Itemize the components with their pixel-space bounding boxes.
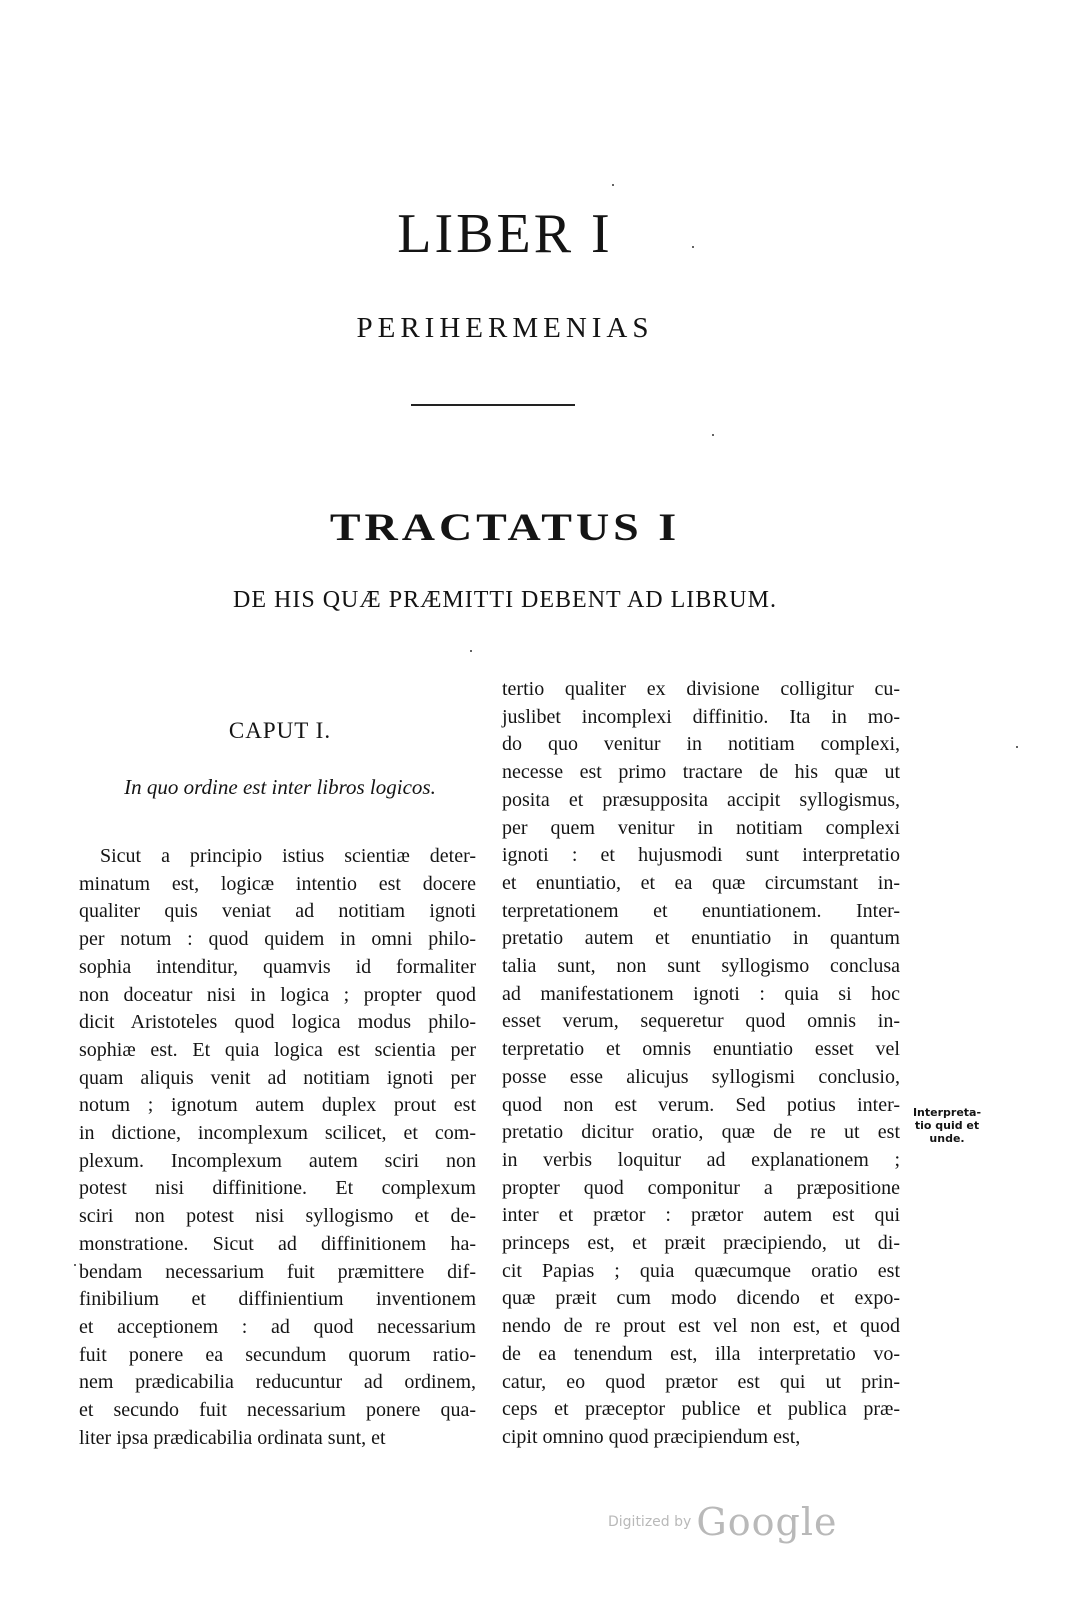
text-line: monstratione. Sicut ad diffinitionem ha-: [79, 1232, 476, 1255]
text-line: nem prædicabilia reducuntur ad ordinem,: [79, 1371, 476, 1394]
text-line: pretatio autem et enuntiatio in quantum: [502, 927, 900, 950]
text-line: in dictione, incomplexum scilicet, et com-: [79, 1122, 476, 1144]
text-line: per notum : quod quidem in omni philo-: [79, 928, 476, 951]
chapter-title: CAPUT I.: [228, 718, 332, 743]
text-line: inter et prætor : prætor autem est qui: [502, 1204, 900, 1227]
text-line: catur, eo quod prætor est qui ut prin-: [502, 1370, 900, 1393]
text-line: sciri non potest nisi syllogismo et de-: [79, 1205, 476, 1228]
text-line: sophia intenditur, quamvis id formaliter: [79, 955, 476, 978]
text-line: dicit Aristoteles quod logica modus philo-: [79, 1011, 476, 1034]
text-line: liter ipsa prædicabilia ordinata sunt, et: [79, 1426, 386, 1449]
text-line: ad manifestationem ignoti : quia si hoc: [502, 982, 900, 1005]
margin-note: [904, 1106, 990, 1145]
text-line: qualiter quis veniat ad notitiam ignoti: [79, 900, 476, 923]
text-line: notum ; ignotum autem duplex prout est: [79, 1094, 476, 1117]
text-line: de ea tenendum est, illa interpretatio vo-: [502, 1342, 900, 1365]
text-line: plexum. Incomplexum autem sciri non: [79, 1149, 476, 1172]
text-line: bendam necessarium fuit præmittere dif-: [79, 1260, 476, 1283]
text-line: terpretationem et enuntiationem. Inter-: [502, 899, 900, 922]
chapter-subtitle: In quo ordine est inter libros logicos.: [124, 775, 436, 799]
text-line: posita et præsupposita accipit syllogismus,: [502, 788, 900, 811]
print-speck: [612, 184, 614, 186]
book-subtitle: PERIHERMENIAS: [356, 312, 654, 344]
text-line: et secundo fuit necessarium ponere qua-: [79, 1399, 476, 1421]
text-line: ignoti : et hujusmodi sunt interpretatio: [502, 844, 900, 867]
watermark-prefix: Digitized by: [608, 1514, 692, 1530]
text-line: cipit omnino quod præcipiendum est,: [502, 1425, 801, 1448]
book-title: LIBER I: [397, 203, 613, 265]
text-line: tertio qualiter ex divisione colligitur cu-: [502, 678, 900, 700]
text-line: et acceptionem : ad quod necessarium: [79, 1315, 476, 1338]
text-line: minatum est, logicæ intentio est docere: [79, 872, 476, 895]
text-line: in verbis loquitur ad explanationem ;: [502, 1148, 900, 1171]
text-line: potest nisi diffinitione. Et complexum: [79, 1177, 476, 1200]
text-line: princeps est, et præit præcipiendo, ut di-: [502, 1232, 900, 1254]
text-line: et enuntiatio, et ea quæ circumstant in-: [502, 871, 900, 894]
print-speck: [74, 1264, 76, 1266]
text-line: posse esse alicujus syllogismi conclusio,: [502, 1065, 900, 1088]
text-line: propter quod componitur a præpositione: [502, 1176, 900, 1199]
text-line: juslibet incomplexi diffinitio. Ita in mo-: [502, 705, 900, 728]
print-speck: [712, 434, 714, 436]
text-line: Sicut a principio istius scientiæ deter-: [100, 845, 476, 867]
print-speck: [470, 650, 472, 652]
google-logo: Google: [696, 1500, 838, 1544]
text-line: pretatio dicitur oratio, quæ de re ut est: [502, 1121, 900, 1144]
text-line: nendo de re prout est vel non est, et quod: [502, 1315, 900, 1338]
text-line: non doceatur nisi in logica ; propter quod: [79, 983, 476, 1006]
text-line: finibilium et diffinientium inventionem: [79, 1288, 476, 1311]
text-line: necesse est primo tractare de his quæ ut: [502, 761, 900, 784]
text-line: ceps et præceptor publice et publica præ-: [502, 1398, 900, 1421]
text-line: cit Papias ; quia quæcumque oratio est: [502, 1259, 900, 1282]
text-line: quam aliquis venit ad notitiam ignoti per: [79, 1066, 476, 1089]
text-line: per quem venitur in notitiam complexi: [502, 816, 900, 839]
text-line: terpretatio et omnis enuntiatio esset vel: [502, 1038, 900, 1061]
section-divider: [411, 404, 575, 406]
text-line: quod non est verum. Sed potius inter-: [502, 1093, 900, 1116]
text-line: sophiæ est. Et quia logica est scientia per: [79, 1038, 476, 1061]
digitization-watermark: [608, 1500, 837, 1544]
text-line: esset verum, sequeretur quod omnis in-: [502, 1010, 900, 1033]
text-line: quæ præit cum modo dicendo et expo-: [502, 1287, 900, 1310]
margin-note-line: tio quid et: [914, 1119, 980, 1132]
tractatus-title: TRACTATUS I: [329, 504, 681, 549]
print-speck: [1016, 746, 1018, 748]
text-line: do quo venitur in notitiam complexi,: [502, 733, 900, 756]
text-line: talia sunt, non sunt syllogismo conclusa: [502, 955, 900, 977]
margin-note-line: unde.: [929, 1132, 965, 1145]
text-line: fuit ponere ea secundum quorum ratio-: [79, 1343, 476, 1366]
margin-note-line: Interpreta-: [912, 1106, 982, 1119]
print-speck: [692, 246, 694, 248]
tractatus-subtitle: DE HIS QUÆ PRÆMITTI DEBENT AD LIBRUM.: [233, 587, 777, 613]
